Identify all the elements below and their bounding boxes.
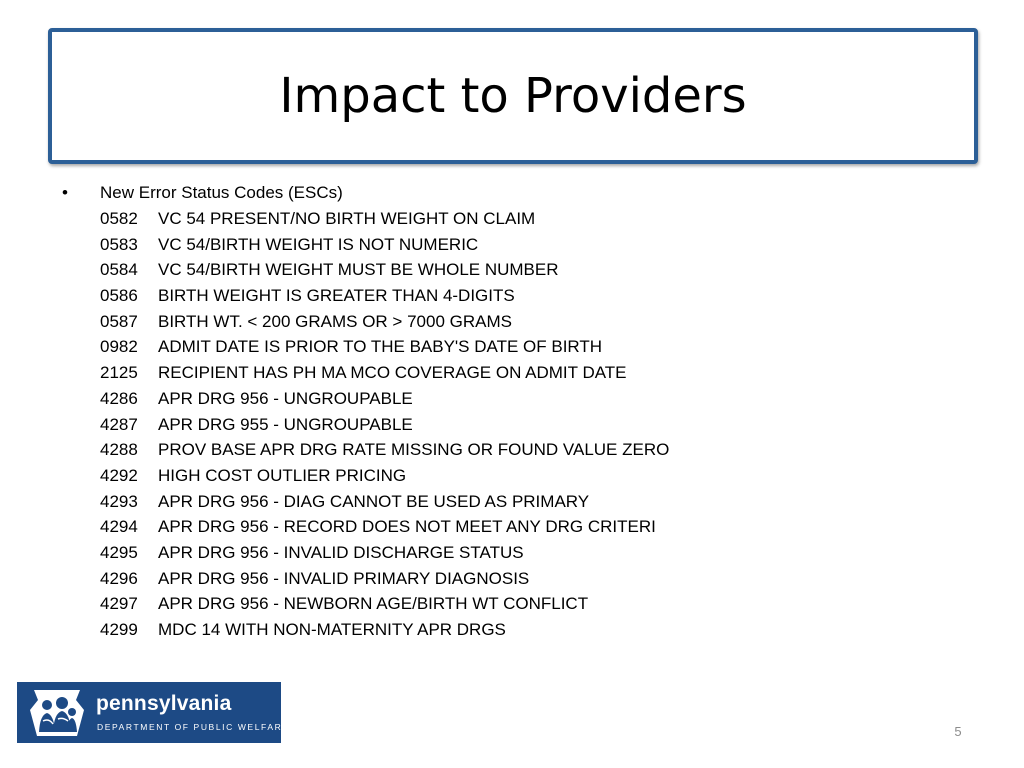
- list-item: [62, 283, 962, 309]
- error-code: 2125: [100, 363, 138, 383]
- list-item: [62, 617, 962, 643]
- error-description: ADMIT DATE IS PRIOR TO THE BABY'S DATE OF BIRTH: [158, 337, 603, 357]
- error-description: APR DRG 956 - INVALID DISCHARGE STATUS: [158, 542, 524, 562]
- list-item: [62, 360, 962, 386]
- error-description: APR DRG 955 - UNGROUPABLE: [158, 414, 413, 434]
- error-code: 4286: [100, 388, 138, 408]
- error-code: 0586: [100, 286, 138, 306]
- error-code: 0587: [100, 311, 138, 331]
- error-description: VC 54 PRESENT/NO BIRTH WEIGHT ON CLAIM: [158, 209, 536, 228]
- list-item: [62, 206, 962, 232]
- list-item: [62, 437, 962, 463]
- bullet-icon: •: [62, 183, 68, 202]
- error-description: RECIPIENT HAS PH MA MCO COVERAGE ON ADMIT DATE: [158, 363, 627, 383]
- list-item: [62, 591, 962, 617]
- slide-title: Impact to Providers: [279, 68, 747, 124]
- error-code: 4292: [100, 465, 138, 485]
- list-item: [62, 412, 962, 438]
- list-item: [62, 334, 962, 360]
- error-description: APR DRG 956 - NEWBORN AGE/BIRTH WT CONFLICT: [158, 594, 589, 614]
- list-item: [62, 257, 962, 283]
- error-description: PROV BASE APR DRG RATE MISSING OR FOUND VALUE ZERO: [158, 440, 670, 460]
- title-box: [48, 28, 978, 164]
- error-code: 4288: [100, 440, 138, 460]
- error-code: 0982: [100, 337, 138, 357]
- error-description: APR DRG 956 - INVALID PRIMARY DIAGNOSIS: [158, 568, 530, 588]
- logo-wordmark: pennsylvania: [96, 692, 232, 715]
- error-code: 0582: [100, 209, 138, 228]
- error-description: BIRTH WT. < 200 GRAMS OR > 7000 GRAMS: [158, 311, 512, 331]
- error-code: 4299: [100, 620, 138, 639]
- error-code: 4294: [100, 517, 138, 537]
- error-code-list: [62, 206, 962, 643]
- keystone-family-icon: [29, 688, 85, 738]
- slide-content: [62, 180, 962, 643]
- error-code: 0584: [100, 260, 138, 280]
- logo-department: DEPARTMENT OF PUBLIC WELFARE: [97, 722, 290, 732]
- list-item: [62, 566, 962, 592]
- error-description: HIGH COST OUTLIER PRICING: [158, 465, 407, 485]
- list-item: [62, 309, 962, 335]
- list-item: [62, 514, 962, 540]
- error-description: BIRTH WEIGHT IS GREATER THAN 4-DIGITS: [158, 286, 515, 306]
- page-number: 5: [954, 724, 962, 739]
- error-description: MDC 14 WITH NON-MATERNITY APR DRGS: [158, 620, 506, 639]
- list-item: [62, 232, 962, 258]
- list-item: [62, 540, 962, 566]
- error-description: VC 54/BIRTH WEIGHT IS NOT NUMERIC: [158, 234, 479, 254]
- error-code: 4296: [100, 568, 138, 588]
- error-description: APR DRG 956 - RECORD DOES NOT MEET ANY DRG CRITERI: [158, 517, 656, 537]
- error-description: APR DRG 956 - UNGROUPABLE: [158, 388, 413, 408]
- error-code: 4293: [100, 491, 138, 511]
- pennsylvania-dpw-logo: [17, 682, 290, 743]
- error-code: 0583: [100, 234, 138, 254]
- list-item: [62, 463, 962, 489]
- bullet-item: [62, 180, 962, 206]
- error-code: 4295: [100, 542, 138, 562]
- error-code: 4297: [100, 594, 138, 614]
- list-item: [62, 386, 962, 412]
- list-item: [62, 489, 962, 515]
- bullet-heading: New Error Status Codes (ESCs): [100, 183, 343, 202]
- error-code: 4287: [100, 414, 138, 434]
- error-description: APR DRG 956 - DIAG CANNOT BE USED AS PRIMARY: [158, 491, 590, 511]
- error-description: VC 54/BIRTH WEIGHT MUST BE WHOLE NUMBER: [158, 260, 559, 280]
